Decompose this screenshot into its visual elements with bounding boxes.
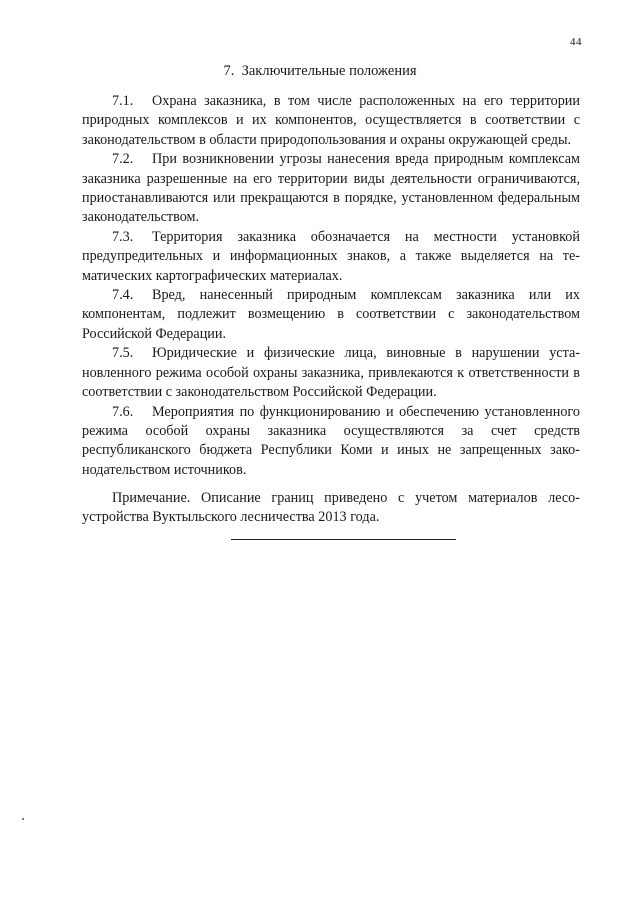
clause-7-5 — [82, 344, 580, 402]
page-number: 44 — [570, 36, 582, 48]
clause-number: 7.5. — [112, 345, 134, 362]
clause-text: Мероприятия по функционированию и обеспечению установленного режима особой охраны заказника осуществляются за счет средств республиканского бюджета Республики Коми и иных не запрещенных законодательством источников. — [82, 403, 580, 478]
section-heading: 7. Заключительные положения — [223, 63, 417, 79]
clause-number: 7.2. — [112, 151, 134, 168]
clause-number: 7.4. — [112, 287, 134, 304]
clause-number: 7.6. — [112, 403, 134, 420]
clause-7-3 — [82, 228, 580, 286]
section-body — [82, 92, 580, 480]
clause-text: Охрана заказника, в том числе расположенных на его территории природных комплексов и их компонентов, осуществляется в соответствии с законодательством в области природопользования и охраны окружающей среды. — [82, 93, 580, 148]
clause-text: При возникновении угрозы нанесения вреда природным комплексам заказника разрешенные на его территории виды деятельности ограничиваются, приостанавливаются или прекращаются в порядке, установленном федеральным законодательством. — [82, 151, 580, 226]
clause-7-1 — [82, 92, 580, 150]
clause-text: Территория заказника обозначается на местности установкой предупредительных и информационных знаков, а также выделяется на тематических картографических материалах. — [82, 228, 580, 284]
clause-number: 7.3. — [112, 228, 134, 245]
clause-text: Юридические и физические лица, виновные в нарушении установленного режима особой охраны заказника, привлекаются к ответственности в соответствии с законодательством Российской Федерации. — [82, 345, 580, 401]
clause-7-6 — [82, 403, 580, 481]
scan-speck — [22, 818, 24, 820]
clause-number: 7.1. — [112, 93, 134, 109]
clause-text: Вред, нанесенный природным комплексам заказника или их компонентам, подлежит возмещению в соответствии с законодательством Российской Федерации. — [82, 287, 580, 342]
note-paragraph: Примечание. Описание границ приведено с учетом материалов лесоустройства Вуктыльского лесничества 2013 года. — [82, 490, 580, 526]
clause-7-2 — [82, 150, 580, 228]
clause-7-4 — [82, 286, 580, 344]
separator-line — [231, 539, 456, 540]
